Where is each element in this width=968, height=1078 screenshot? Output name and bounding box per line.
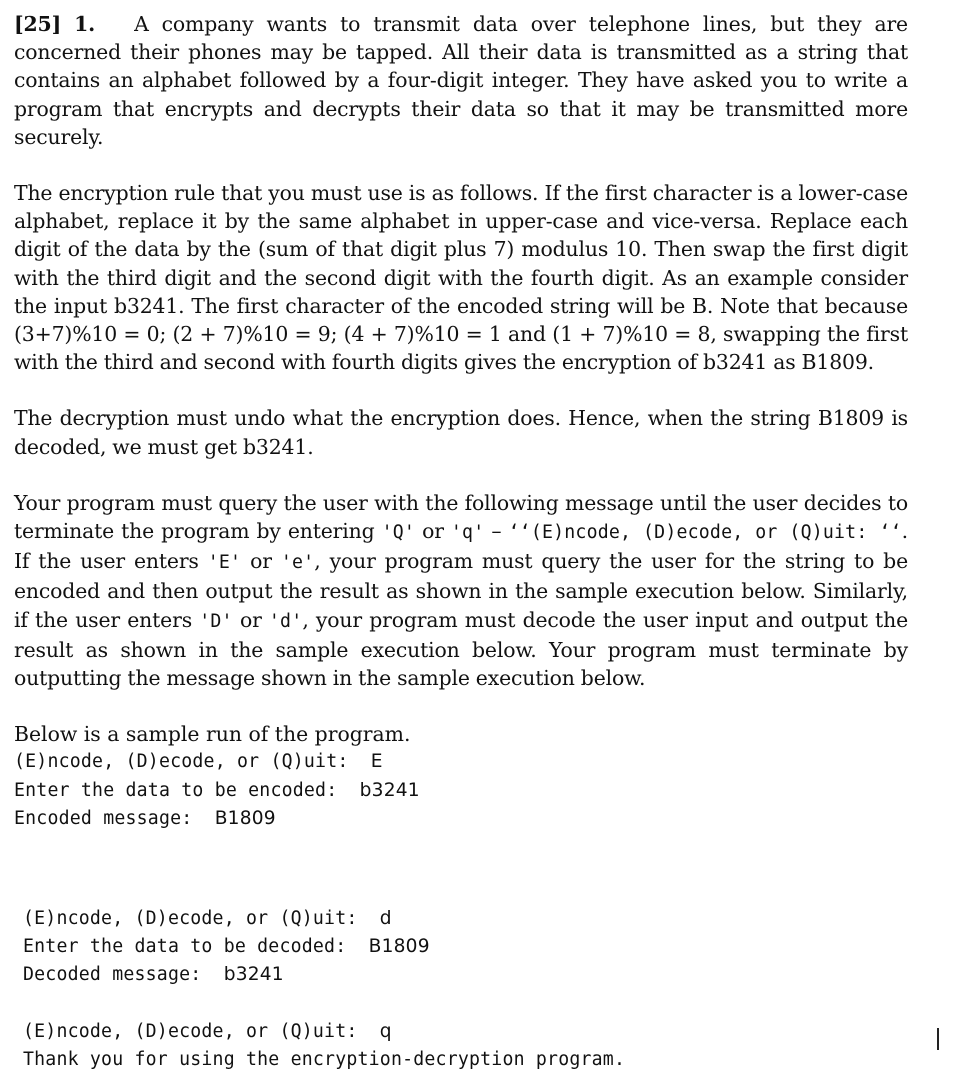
query-text-7: or bbox=[232, 607, 269, 632]
text-cursor bbox=[937, 1028, 939, 1050]
problem-intro-paragraph bbox=[14, 10, 908, 151]
sample-run-decode-block bbox=[23, 905, 908, 990]
decode-key-lower: 'd' bbox=[268, 610, 303, 632]
terminal-input: E bbox=[370, 751, 383, 773]
terminal-input: d bbox=[379, 908, 392, 930]
query-prompt-text: ‘‘(E)ncode, (D)ecode, or (Q)uit: ‘‘ bbox=[508, 522, 902, 544]
terminal-line bbox=[14, 748, 908, 776]
terminal-output: b3241 bbox=[223, 964, 284, 986]
query-text-6: , your program must query the user for the string to be encoded and then output the result as shown in the sample execution below. Similarly, if the user enters bbox=[14, 549, 908, 632]
terminal-input: B1809 bbox=[368, 936, 430, 958]
sample-run-intro: Below is a sample run of the program. bbox=[14, 722, 411, 747]
query-text-1: Your program must query the user with the following message until the user decides to terminate the program by entering bbox=[14, 490, 908, 544]
quit-key-lower: 'q' bbox=[450, 522, 485, 544]
query-paragraph bbox=[14, 489, 908, 692]
terminal-prompt: (E)ncode, (D)ecode, or (Q)uit: bbox=[23, 1020, 380, 1042]
encryption-rule-paragraph: The encryption rule that you must use is as follows. If the first character is a lower-case alphabet, replace it by the same alphabet in upper-case and vice-versa. Replace each digit of the data by the (sum of that digit plus 7) modulus 10. Then swap the first digit with the third digit and the second digit with the fourth digit. As an example consider the input b3241. The first character of the encoded string will be B. Note that because (3+7)%10 = 0; (2 + 7)%10 = 9; (4 + 7)%10 = 1 and (1 + 7)%10 = 8, swapping the first with the third and second with fourth digits gives the encryption of b3241 as B1809. bbox=[14, 181, 908, 375]
terminal-input: q bbox=[379, 1020, 392, 1042]
sample-run-quit-block bbox=[23, 1018, 908, 1074]
decryption-paragraph: The decryption must undo what the encryption does. Hence, when the string B1809 is decoded, we must get b3241. bbox=[14, 406, 908, 459]
query-text-5: or bbox=[241, 549, 281, 574]
query-text-4: . If the user enters bbox=[14, 519, 908, 574]
terminal-line bbox=[23, 1046, 908, 1074]
problem-number: 1. bbox=[74, 12, 96, 36]
terminal-prompt: Decoded message: bbox=[23, 964, 224, 986]
terminal-line bbox=[23, 961, 908, 989]
terminal-prompt: Enter the data to be encoded: bbox=[14, 779, 360, 801]
sample-run-encode-block bbox=[14, 748, 908, 833]
query-text-2: or bbox=[415, 519, 451, 544]
problem-marks: [25] bbox=[14, 12, 62, 36]
problem-intro-text: A company wants to transmit data over telephone lines, but they are concerned their phones may be tapped. All their data is transmitted as a string that contains an alphabet followed by a four-digit integer. They have asked you to write a program that encrypts and decrypts their data so that it may be transmitted more securely. bbox=[14, 12, 908, 149]
terminal-line bbox=[14, 777, 908, 805]
terminal-prompt: Encoded message: bbox=[14, 807, 215, 829]
terminal-goodbye-message: Thank you for using the encryption-decryption program. bbox=[23, 1048, 626, 1070]
query-text-3: – bbox=[484, 519, 509, 544]
quit-key-upper: 'Q' bbox=[381, 522, 416, 544]
terminal-line bbox=[23, 905, 908, 933]
terminal-line bbox=[23, 933, 908, 961]
query-text-8: , your program must decode the user input and output the result as shown in the sample execution below. Your program must terminate by outputting the message shown in the sample execution below. bbox=[14, 607, 908, 691]
terminal-prompt: (E)ncode, (D)ecode, or (Q)uit: bbox=[14, 751, 371, 773]
terminal-output: B1809 bbox=[214, 807, 276, 829]
terminal-line bbox=[23, 1018, 908, 1046]
terminal-line bbox=[14, 805, 908, 833]
terminal-prompt: (E)ncode, (D)ecode, or (Q)uit: bbox=[23, 908, 380, 930]
terminal-input: b3241 bbox=[359, 779, 420, 801]
decode-key-upper: 'D' bbox=[199, 610, 233, 632]
terminal-prompt: Enter the data to be decoded: bbox=[23, 936, 369, 958]
encode-key-lower: 'e' bbox=[280, 552, 315, 574]
problem-document bbox=[14, 10, 908, 1074]
encode-key-upper: 'E' bbox=[207, 552, 242, 574]
